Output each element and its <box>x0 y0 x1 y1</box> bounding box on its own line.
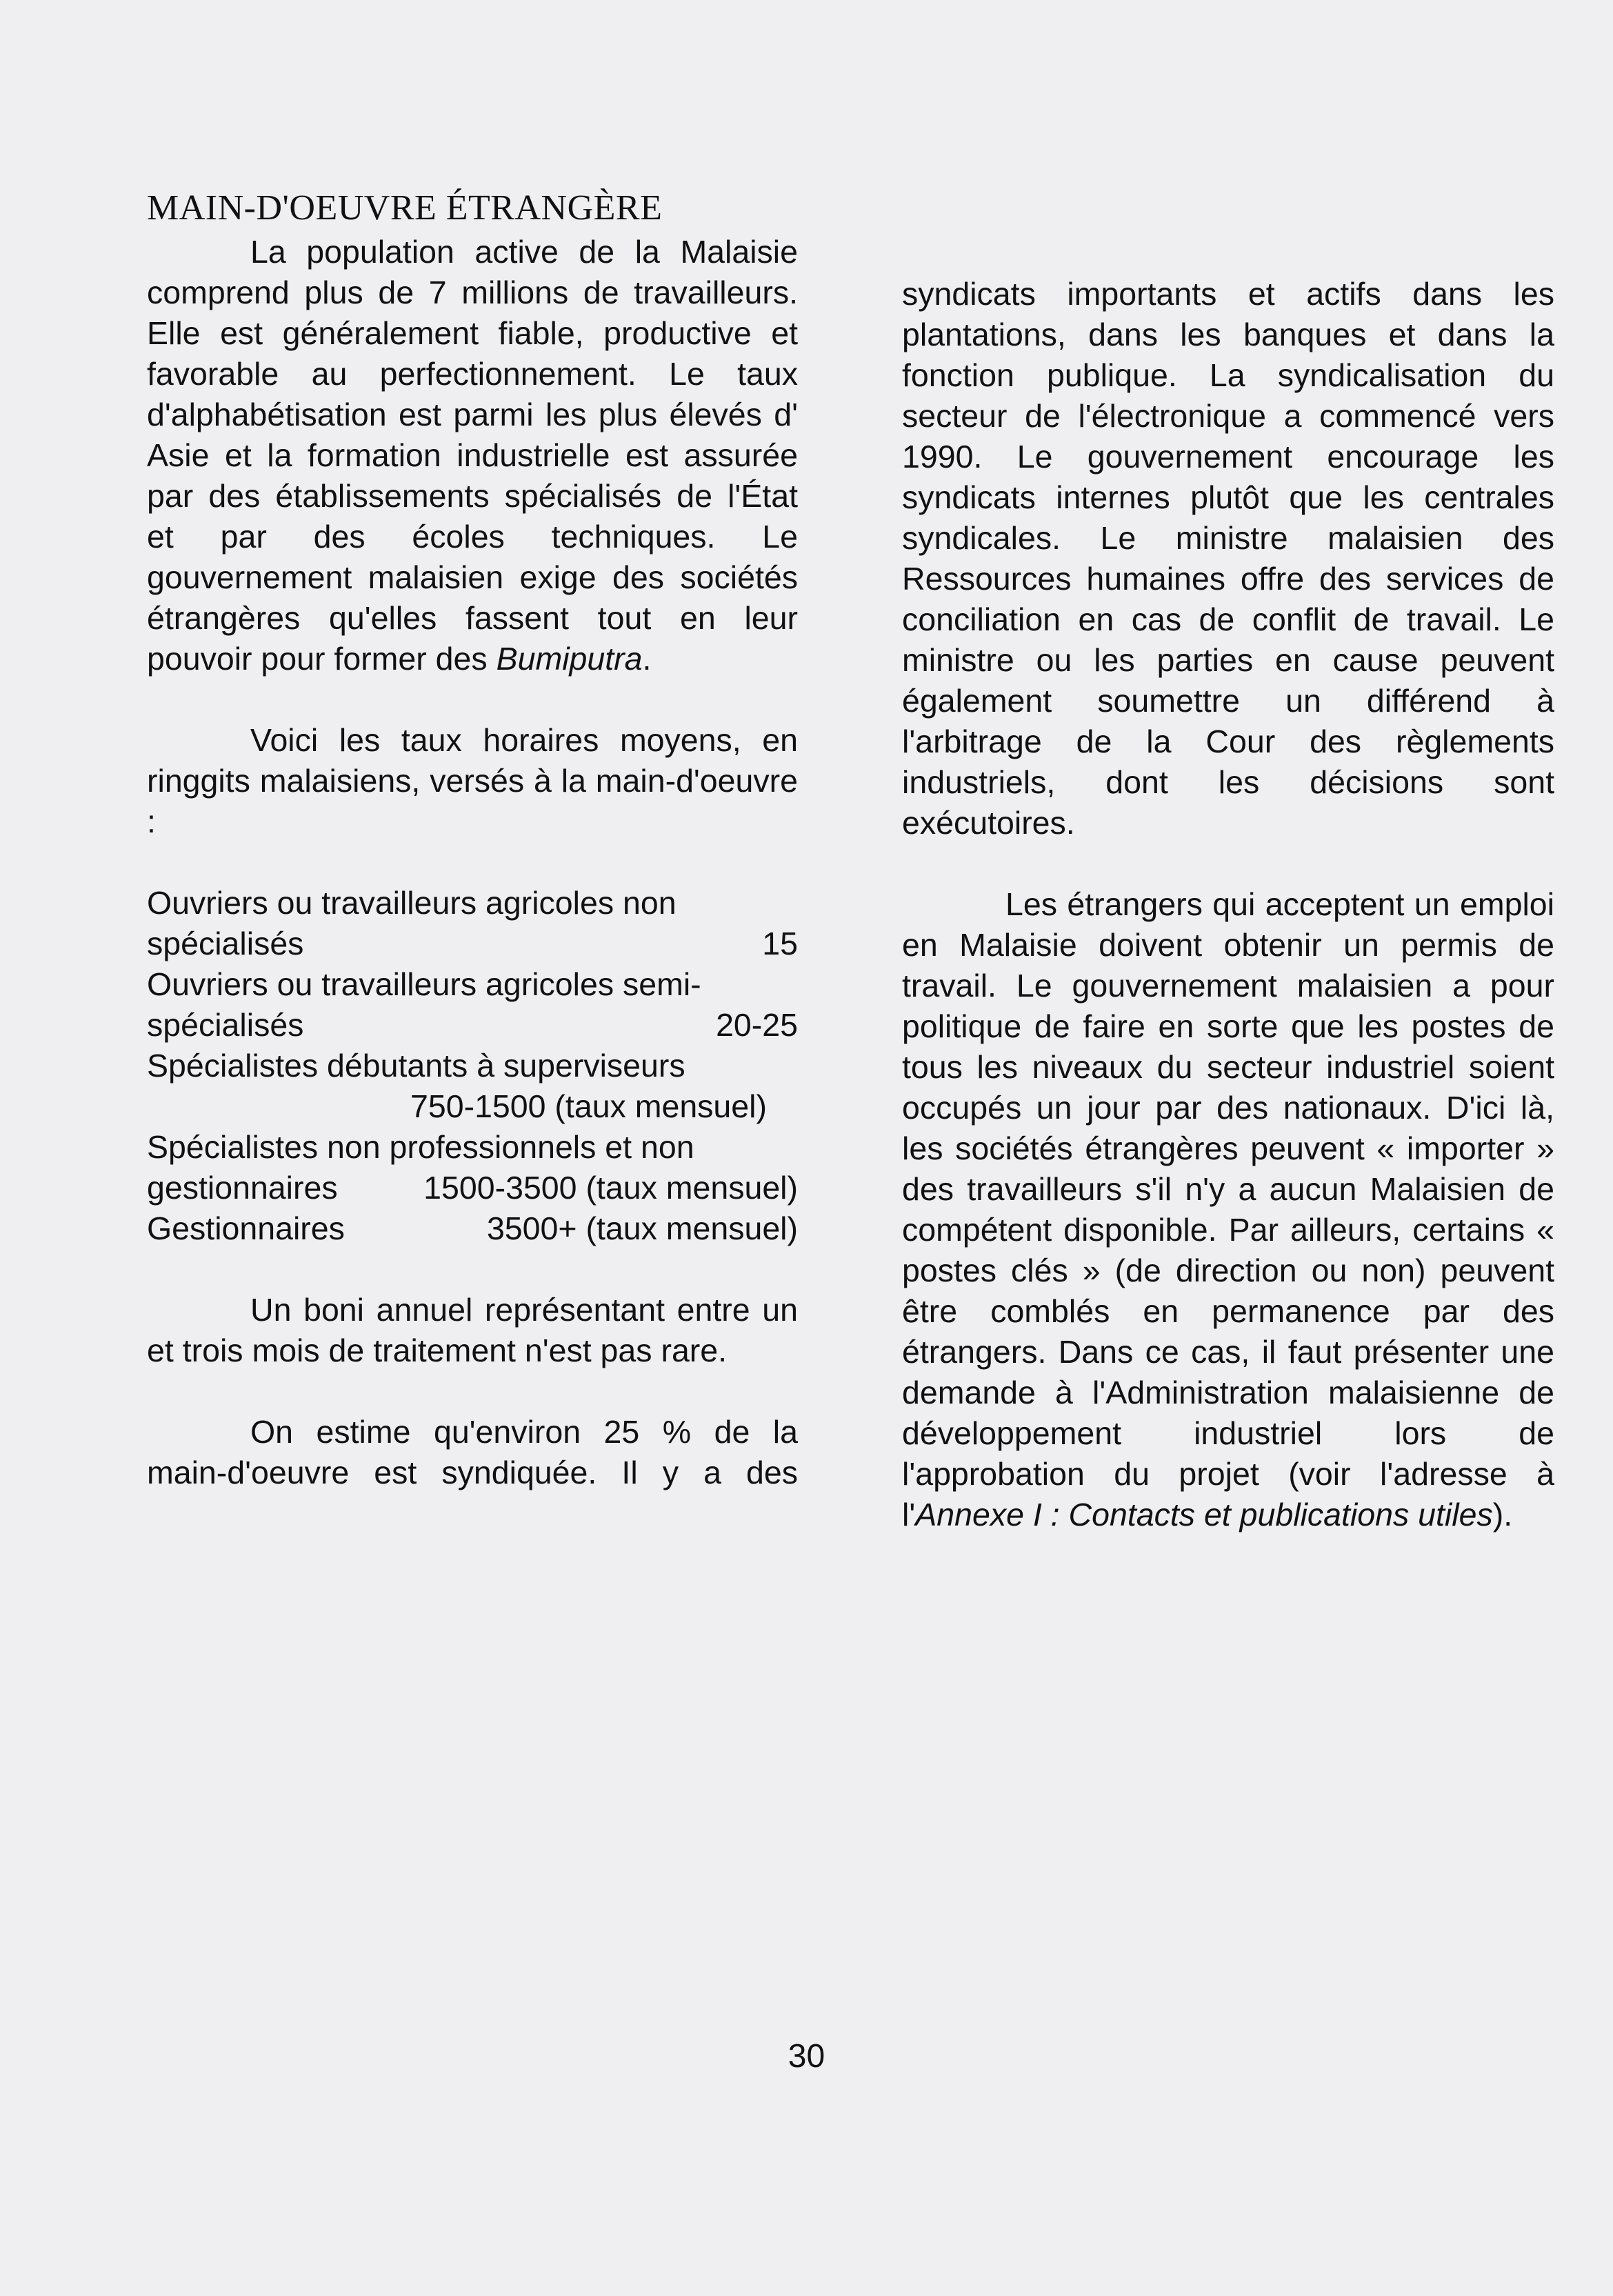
annex-reference: Annexe I : Contacts et publications utiles <box>915 1497 1493 1533</box>
spacer <box>147 1249 798 1290</box>
right-column <box>902 186 1554 1535</box>
bonus-paragraph: Un boni annuel représentant entre un et trois mois de traitement n'est pas rare. <box>147 1292 798 1368</box>
wage-value: 20-25 <box>716 1007 798 1043</box>
wage-row <box>147 1168 798 1208</box>
wage-label: spécialisés <box>147 926 304 961</box>
page-number: 30 <box>788 2038 825 2075</box>
wage-label: Gestionnaires <box>147 1210 345 1246</box>
work-permit-text: Les étrangers qui acceptent un emploi en Malaisie doivent obtenir un permis de travail. Le gouvernement malaisien a pour politique de faire en sorte que les postes de tous les niveaux du secteur industriel soient occupés un jour par des nationaux. D'ici là, les sociétés étrangères peuvent « importer » des travailleurs s'il n'y a aucun Malaisien de compétent disponible. Par ailleurs, certains « postes clés » (de direction ou non) peuvent être comblés en permanence par des étrangers. Dans ce cas, il faut présenter une demande à l'Administration malaisienne de développement industriel lors de l'approbation du projet (voir l'adresse à l' <box>902 886 1554 1533</box>
workforce-paragraph <box>147 232 798 679</box>
work-permit-paragraph <box>902 884 1554 1535</box>
wage-row-label: Spécialistes non professionnels et non <box>147 1129 694 1165</box>
workforce-end: . <box>642 641 652 677</box>
wage-table <box>147 883 798 1249</box>
spacer <box>902 186 1554 274</box>
wage-row <box>147 1005 798 1046</box>
wage-value: 1500-3500 (taux mensuel) <box>423 1170 798 1206</box>
wage-label: spécialisés <box>147 1007 304 1043</box>
bumiputra-term: Bumiputra <box>496 641 643 677</box>
wage-label: gestionnaires <box>147 1170 338 1206</box>
wage-row <box>147 924 798 964</box>
union-paragraph: On estime qu'environ 25 % de la main-d'oeuvre est syndiquée. Il y a des <box>147 1414 798 1490</box>
spacer <box>147 842 798 883</box>
unions-paragraph: syndicats importants et actifs dans les plantations, dans les banques et dans la fonction publique. La syndicalisation du secteur de l'électronique a commencé vers 1990. Le gouvernement encourage les syndicats internes plutôt que les centrales syndicales. Le ministre malaisien des Ressources humaines offre des services de conciliation en cas de conflit de travail. Le ministre ou les parties en cause peuvent également soumettre un différend à l'arbitrage de la Cour des règlements industriels, dont les décisions sont exécutoires. <box>902 276 1554 841</box>
left-column <box>147 186 798 1493</box>
wage-row-label: Spécialistes débutants à superviseurs <box>147 1048 685 1084</box>
spacer <box>902 843 1554 884</box>
wage-value: 15 <box>762 926 798 961</box>
spacer <box>147 679 798 720</box>
page-title: MAIN-D'OEUVRE ÉTRANGÈRE <box>147 188 663 228</box>
wage-row <box>147 1208 798 1249</box>
wage-row-label: Ouvriers ou travailleurs agricoles non <box>147 885 677 921</box>
wage-row-label: Ouvriers ou travailleurs agricoles semi- <box>147 966 701 1002</box>
wages-intro-paragraph: Voici les taux horaires moyens, en ringgits malaisiens, versés à la main-d'oeuvre : <box>147 722 798 839</box>
spacer <box>147 1371 798 1412</box>
work-permit-end: ). <box>1492 1497 1513 1533</box>
wage-value: 3500+ (taux mensuel) <box>486 1210 798 1246</box>
wage-value: 750-1500 (taux mensuel) <box>410 1088 767 1124</box>
workforce-text: La population active de la Malaisie comprend plus de 7 millions de travailleurs. Elle est généralement fiable, productive et favorable au perfectionnement. Le taux d'alphabétisation est parmi les plus élevés d' Asie et la formation industrielle est assurée par des établissements spécialisés de l'État et par des écoles techniques. Le gouvernement malaisien exige des sociétés étrangères qu'elles fassent tout en leur pouvoir pour former des <box>147 234 798 677</box>
